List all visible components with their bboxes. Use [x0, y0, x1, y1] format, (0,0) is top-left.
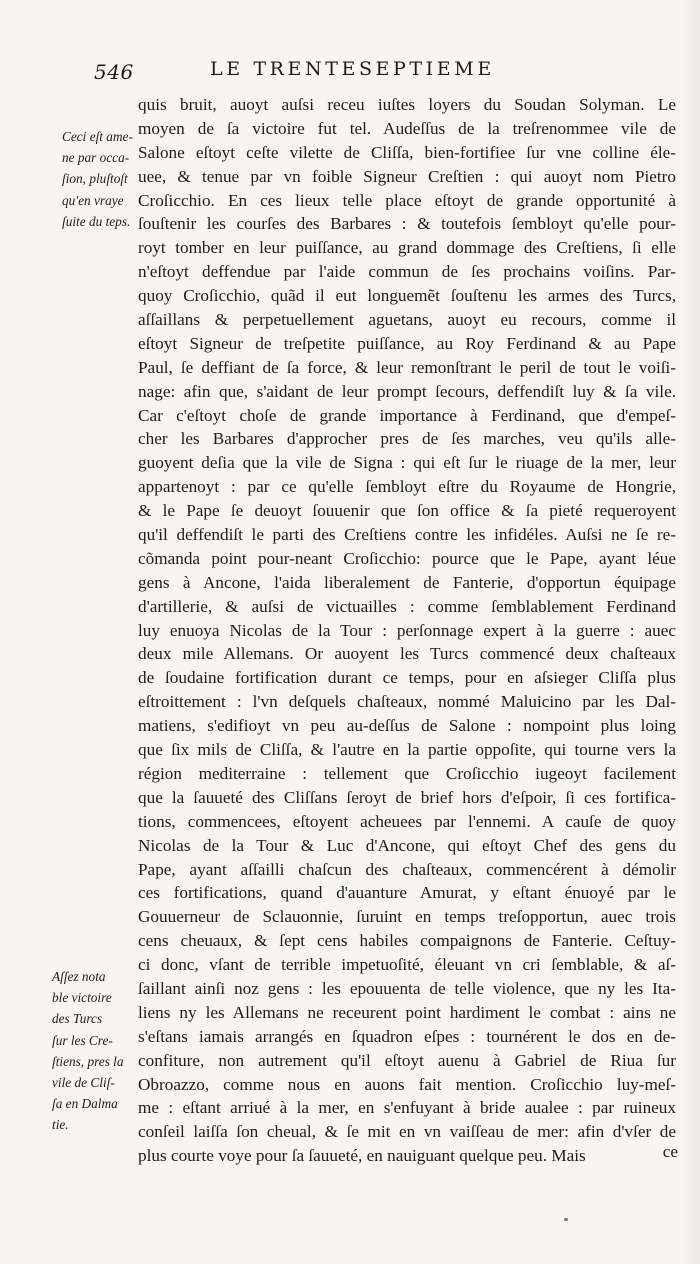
- text-line: appartenoyt : par ce qu'elle ſembloyt eſtre du Royaume de Hongrie,: [138, 477, 676, 497]
- text-line: ci donc, vſant de terrible impetuoſité, éleuant vn cri ſemblable, & aſ-: [138, 955, 676, 975]
- ink-speck: [564, 1218, 568, 1221]
- gutter-shadow: [682, 0, 700, 1264]
- text-line: conſeil laiſſa ſon cheual, & ſe mit en vn vaiſſeau de mer: afin d'vſer de: [138, 1122, 676, 1142]
- text-line: gens à Ancone, l'aida liberalement de Fanterie, d'opportun équipage: [138, 572, 676, 592]
- margin-note-line: Aſſez nota: [52, 969, 106, 984]
- text-line: cens cheuaux, & ſept cens habiles compaignons de Fanterie. Ceſtuy-: [138, 931, 676, 951]
- margin-note-line: vile de Cliſ-: [52, 1075, 115, 1091]
- text-line: ſaillant ainſi noz gens : les epouuenta de telle violence, que ny les Ita-: [138, 978, 676, 998]
- page-number: 546: [94, 60, 134, 84]
- margin-note-line: Ceci eſt ame-: [62, 129, 133, 144]
- text-line: matiens, s'edifioyt vn peu au-deſſus de Salone : nompoint plus loing: [138, 716, 676, 736]
- text-line: liens ny les Allemans ne receurent point hardiment le combat : ains ne: [138, 1002, 676, 1022]
- margin-note-line: ſur les Cre-: [52, 1032, 113, 1048]
- text-line: eſtroittement : l'vn deſquels chaſteaux, nommé Maluicino par les Dal-: [138, 692, 676, 712]
- text-line: quis bruit, auoyt auſsi receu iuſtes loyers du Soudan Solyman. Le: [138, 95, 676, 114]
- margin-note-line: ſtiens, pres la: [52, 1053, 124, 1069]
- margin-note-2: [52, 966, 124, 1136]
- margin-note-line: des Turcs: [52, 1011, 103, 1027]
- text-line: cõmanda point pour-neant Croſicchio: pource que le Pape, ayant léue: [138, 548, 676, 568]
- text-line: d'artillerie, & auſsi de victuailles : comme ſemblablement Ferdinand: [138, 596, 676, 616]
- text-line: région mediterraine : tellement que Croſicchio iugeoyt facilement: [138, 763, 676, 783]
- text-line: plus courte voye pour ſa ſauueté, en nauiguant quelque peu. Mais: [138, 1146, 586, 1166]
- margin-note-line: ſa en Dalma: [52, 1096, 118, 1112]
- text-line: Car c'eſtoyt choſe de grande importance à Ferdinand, que d'empeſ-: [138, 405, 676, 425]
- margin-note-line: ble victoire: [52, 990, 112, 1006]
- text-line: deux mile Allemans. Or auoyent les Turcs commencé deux chaſteaux: [138, 644, 676, 664]
- text-line: Obroazzo, comme nous en auons fait mention. Croſicchio luy-meſ-: [138, 1074, 676, 1094]
- text-line: cher les Barbares d'approcher pres de ſes marches, veu qu'ils alle-: [138, 429, 676, 449]
- running-head: LE TRENTESEPTIEME: [210, 58, 495, 80]
- text-line: Croſicchio. En ces lieux telle place eſtoyt de grande opportunité à: [138, 190, 676, 210]
- text-line: Salone eſtoyt ceſte vilette de Cliſſa, bien-fortifiee ſur vne colline éle-: [138, 142, 676, 162]
- text-line: de ſoudaine fortification durant ce temps, pour en aſsieger Cliſſa plus: [138, 668, 676, 688]
- text-line: Paul, ſe deffiant de ſa force, & leur remonſtrant le peril de tout le voiſi-: [138, 357, 676, 377]
- text-line: que ſix mils de Cliſſa, & l'autre en la partie oppoſite, qui tourne vers la: [138, 740, 676, 760]
- text-line: Gouuerneur de Sclauonnie, ſuruint en temps treſopportun, auec trois: [138, 907, 676, 927]
- text-line: ces fortifications, quand d'auanture Amurat, y eſtant énuoyé par le: [138, 883, 676, 903]
- margin-note-line: ne par occa-: [62, 150, 130, 166]
- text-line: qu'il deffendiſt le parti des Creſtiens contre les infidéles. Auſsi ne ſe re-: [138, 525, 676, 545]
- text-line: moyen de ſa victoire fut tel. Audeſſus de la treſrenommee vile de: [138, 118, 676, 138]
- text-line: quoy Croſicchio, quãd il eut longuemẽt ſouſtenu les armes des Turcs,: [138, 286, 676, 306]
- text-line: Nicolas de la Tour & Luc d'Ancone, qui eſtoyt Chef des gens du: [138, 835, 676, 855]
- text-line: uee, & tenue par vn foible Signeur Creſtien : qui auoyt nom Pietro: [138, 166, 676, 186]
- margin-note-line: tie.: [52, 1117, 69, 1133]
- text-line: nage: afin que, s'aidant de leur prompt ſecours, deffendiſt luy & ſa vile.: [138, 381, 676, 401]
- text-line: ſouſtenir les courſes des Barbares : & toutefois ſembloyt qu'elle pour-: [138, 214, 676, 234]
- text-line: me : eſtant arriué à la mer, en s'enfuyant à bride aualee : par ruineux: [138, 1098, 676, 1118]
- text-line: confiture, non autrement qu'il eſtoyt auenu à Gabriel de Riua ſur: [138, 1050, 676, 1070]
- text-line: eſtoyt Signeur de treſpetite puiſſance, au Roy Ferdinand & au Pape: [138, 333, 676, 353]
- margin-note-line: ſion, pluſtoſt: [62, 171, 128, 187]
- catchword: ce: [662, 1142, 678, 1161]
- text-line: guoyent deſia que la vile de Signa : qui eſt ſur le riuage de la mer, leur: [138, 453, 676, 473]
- text-line: & le Pape ſe deuoyt ſouuenir que ſon office & ſa pieté requeroyent: [138, 501, 676, 521]
- margin-note-line: qu'en vraye: [62, 192, 124, 208]
- text-line: luy enuoya Nicolas de la Tour : perſonnage expert à la guerre : auec: [138, 620, 676, 640]
- text-line: Pape, ayant aſſailli chaſcun des chaſteaux, commencérent à démolir: [138, 859, 676, 879]
- text-line: n'eſtoyt deffendue par l'aide commun de ſes prochains voiſins. Par-: [138, 262, 676, 282]
- body-text: [138, 93, 676, 1168]
- text-line: que la ſauueté des Cliſſans ſeroyt de brief hors d'eſpoir, ſi ces fortifica-: [138, 787, 676, 807]
- margin-note-line: ſuite du teps.: [62, 213, 131, 229]
- text-line: tions, commencees, eſtoyent acheuees par l'ennemi. A cauſe de quoy: [138, 811, 676, 831]
- text-line: royt tomber en leur puiſſance, au grand dommage des Creſtiens, ſi elle: [138, 238, 676, 258]
- text-line: aſſaillans & perpetuellement aguetans, auoyt eu recours, comme il: [138, 310, 676, 330]
- margin-note-1: [62, 126, 133, 232]
- text-line: s'eſtans iamais arrangés en ſquadron eſpes : tournérent le dos en de-: [138, 1026, 676, 1046]
